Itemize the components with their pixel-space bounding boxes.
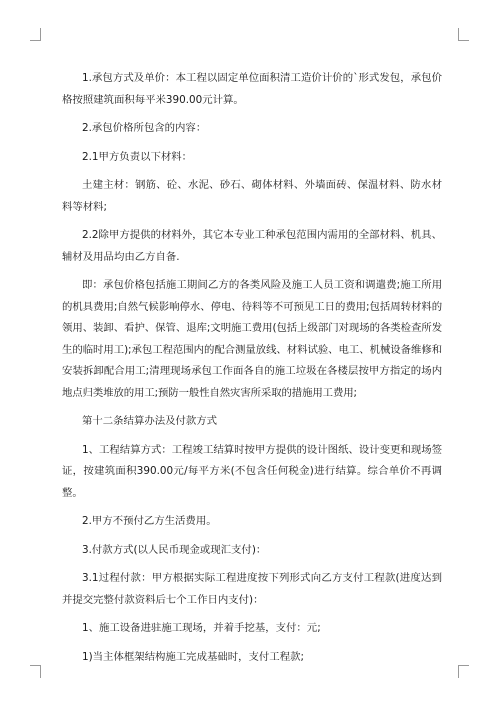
crop-mark-top-right [458,28,469,41]
paragraph-other-materials: 2.2除甲方提供的材料外，其它本专业工种承包范围内需用的全部材料、机具、辅材及用品均由乙方自备. [62,229,442,263]
paragraph-settlement-method: 1、工程结算方式：工程竣工结算时按甲方提供的设计图纸、设计变更和现场签证，按建筑面积390.00元/每平方米(不包含任何税金)进行结算。综合单价不再调整。 [62,443,442,499]
paragraph-payment-method: 3.付款方式(以人民币现金或现汇支付)： [82,543,267,556]
paragraph-equipment-arrival: 1、施工设备进驻施工现场，并着手挖基，支付：元; [82,622,321,634]
crop-mark-top-left [30,28,41,41]
crop-mark-bottom-left [30,665,41,678]
crop-mark-bottom-right [458,665,469,678]
section-heading-settlement: 第十二条结算办法及付款方式 [82,415,218,427]
paragraph-party-a-materials-heading: 2.1甲方负责以下材料： [82,150,193,163]
paragraph-foundation-complete: 1)当主体框架结构施工完成基础时，支付工程款; [82,650,304,663]
paragraph-progress-payment: 3.1过程付款：甲方根据实际工程进度按下列形式向乙方支付工程款(进度达到并提交完整付款资料后七个工作日内支付)： [62,572,442,606]
paragraph-no-living-expense: 2.甲方不预付乙方生活费用。 [82,515,217,527]
document-body [62,68,442,675]
paragraph-contract-method: 1.承包方式及单价：本工程以固定单位面积清工造价计价的`形式发包，承包价格按照建筑面积每平米390.00元计算。 [62,72,442,106]
paragraph-price-includes: 即：承包价格包括施工期间乙方的各类风险及施工人员工资和调遣费;施工所用的机具费用;自然气候影响停水、停电、待料等不可预见工日的费用;包括周转材料的领用、装卸、看护、保管、退库;文明施工费用(包括上级部门对现场的各类检查所发生的临时用工);承包工程范围内的配合测量放线、材料试验、电工、机械设备维修和安装拆卸配合用工;清理现场承包工作面各自的施工垃圾在各楼层按甲方指定的场内地点归类堆放的用工;预防一般性自然灾害所采取的措施用工费用; [62,279,442,399]
paragraph-price-contents-heading: 2.承包价格所包含的内容： [82,122,207,134]
paragraph-main-materials: 土建主材：钢筋、砼、水泥、砂石、砌体材料、外墙面砖、保温材料、防水材料等材料; [62,179,442,213]
